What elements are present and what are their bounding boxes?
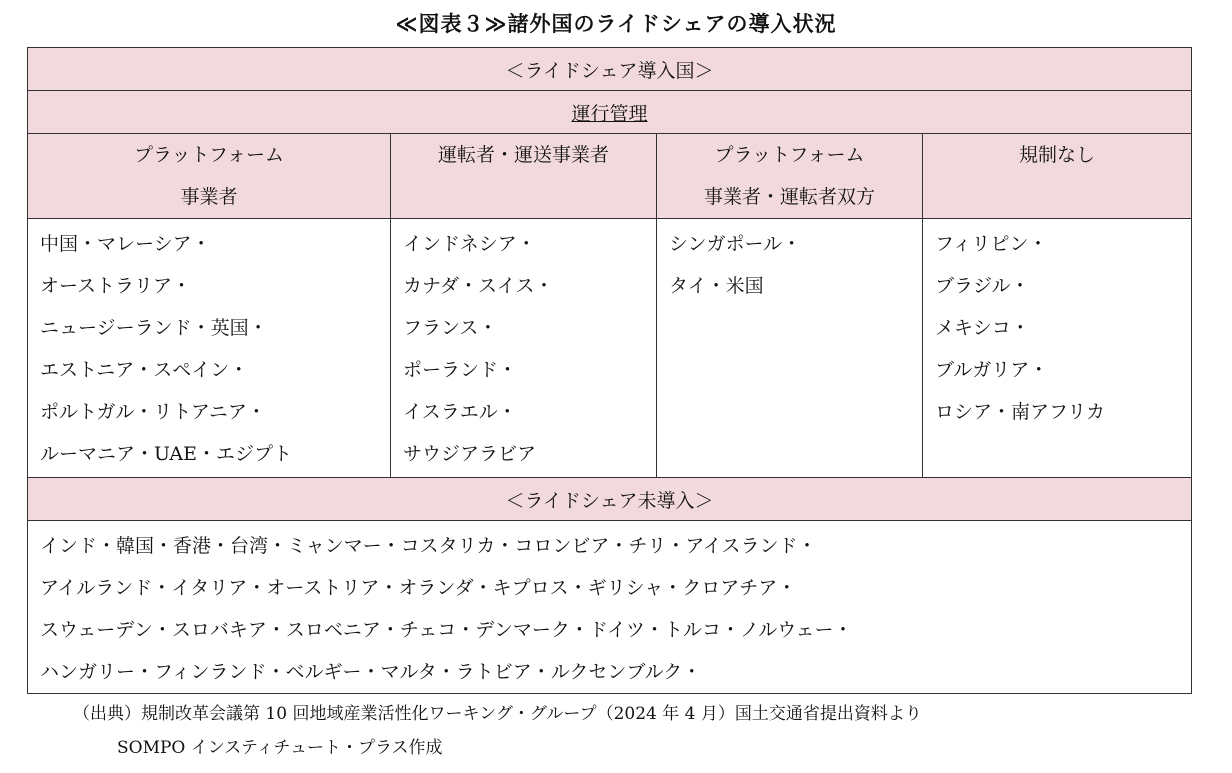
column-header-platform: プラットフォーム 事業者 <box>28 134 391 219</box>
countries-driver: インドネシア・ カナダ・スイス・ フランス・ ポーランド・ イスラエル・ サウジアラビア <box>391 219 657 478</box>
source-line-1: （出典）規制改革会議第 10 回地域産業活性化ワーキング・グループ（2024 年 4 月）国土交通省提出資料より <box>73 704 922 724</box>
column-header-both: プラットフォーム 事業者・運転者双方 <box>657 134 923 219</box>
countries-no-regulation: フィリピン・ ブラジル・ メキシコ・ ブルガリア・ ロシア・南アフリカ <box>923 219 1192 478</box>
not-adopted-header: ＜ライドシェア未導入＞ <box>28 478 1192 521</box>
ridesharing-table <box>27 47 1192 694</box>
adopted-header: ＜ライドシェア導入国＞ <box>28 48 1192 91</box>
source-line-2: SOMPO インスティチュート・プラス作成 <box>117 738 443 758</box>
not-adopted-countries: インド・韓国・香港・台湾・ミャンマー・コスタリカ・コロンビア・チリ・アイスランド・ アイルランド・イタリア・オーストリア・オランダ・キプロス・ギリシャ・クロアチア・ スウェーデン・スロバキア・スロベニア・チェコ・デンマーク・ドイツ・トルコ・ノルウェー・ ハンガリー・フィンランド・ベルギー・マルタ・ラトビア・ルクセンブルク・ <box>28 521 1192 694</box>
figure-title: ≪図表３≫諸外国のライドシェアの導入状況 <box>395 12 837 36</box>
operation-management-header: 運行管理 <box>571 102 648 125</box>
source-note <box>73 697 922 765</box>
column-header-driver: 運転者・運送事業者 <box>391 134 657 219</box>
countries-both: シンガポール・ タイ・米国 <box>657 219 923 478</box>
column-header-no-regulation: 規制なし <box>923 134 1192 219</box>
countries-platform: 中国・マレーシア・ オーストラリア・ ニュージーランド・英国・ エストニア・スペイン・ ポルトガル・リトアニア・ ルーマニア・UAE・エジプト <box>28 219 391 478</box>
